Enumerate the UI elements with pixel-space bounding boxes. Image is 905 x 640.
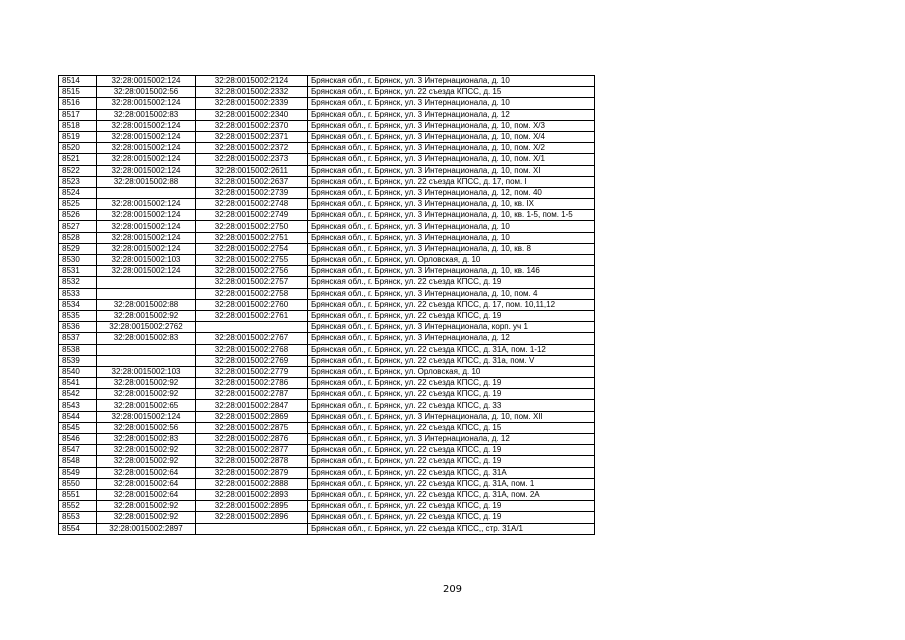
parent-cadastral-number-cell: 32:28:0015002:92 bbox=[97, 445, 196, 456]
table-row bbox=[59, 176, 595, 187]
row-number-cell: 8549 bbox=[59, 467, 97, 478]
row-number-cell: 8546 bbox=[59, 434, 97, 445]
parent-cadastral-number-cell: 32:28:0015002:92 bbox=[97, 501, 196, 512]
table-row bbox=[59, 422, 595, 433]
table-row bbox=[59, 456, 595, 467]
row-number-cell: 8535 bbox=[59, 310, 97, 321]
parent-cadastral-number-cell: 32:28:0015002:92 bbox=[97, 456, 196, 467]
parent-cadastral-number-cell: 32:28:0015002:92 bbox=[97, 512, 196, 523]
address-cell: Брянская обл., г. Брянск, ул. 3 Интернационала, д. 12 bbox=[308, 434, 595, 445]
parent-cadastral-number-cell: 32:28:0015002:103 bbox=[97, 255, 196, 266]
address-cell: Брянская обл., г. Брянск, ул. 3 Интернационала, д. 10 bbox=[308, 232, 595, 243]
table-row bbox=[59, 232, 595, 243]
row-number-cell: 8524 bbox=[59, 187, 97, 198]
parent-cadastral-number-cell bbox=[97, 344, 196, 355]
address-cell: Брянская обл., г. Брянск, ул. 22 съезда КПСС, д. 19 bbox=[308, 310, 595, 321]
cadastral-number-cell: 32:28:0015002:2340 bbox=[196, 109, 308, 120]
table-row bbox=[59, 344, 595, 355]
cadastral-number-cell: 32:28:0015002:2768 bbox=[196, 344, 308, 355]
table-row bbox=[59, 478, 595, 489]
cadastral-number-cell: 32:28:0015002:2757 bbox=[196, 277, 308, 288]
row-number-cell: 8538 bbox=[59, 344, 97, 355]
parent-cadastral-number-cell: 32:28:0015002:56 bbox=[97, 87, 196, 98]
address-cell: Брянская обл., г. Брянск, ул. 22 съезда КПСС, д. 19 bbox=[308, 389, 595, 400]
row-number-cell: 8519 bbox=[59, 131, 97, 142]
row-number-cell: 8532 bbox=[59, 277, 97, 288]
row-number-cell: 8528 bbox=[59, 232, 97, 243]
row-number-cell: 8553 bbox=[59, 512, 97, 523]
row-number-cell: 8518 bbox=[59, 120, 97, 131]
table-row bbox=[59, 523, 595, 534]
parent-cadastral-number-cell: 32:28:0015002:92 bbox=[97, 389, 196, 400]
address-cell: Брянская обл., г. Брянск, ул. 22 съезда КПСС, д. 19 bbox=[308, 277, 595, 288]
address-cell: Брянская обл., г. Брянск, ул. 22 съезда КПСС, д. 31А bbox=[308, 467, 595, 478]
cadastral-number-cell bbox=[196, 322, 308, 333]
address-cell: Брянская обл., г. Брянск, ул. 3 Интернационала, д. 10, пом. Х/2 bbox=[308, 143, 595, 154]
address-cell: Брянская обл., г. Брянск, ул. 3 Интернационала, д. 10, пом. Х/3 bbox=[308, 120, 595, 131]
parent-cadastral-number-cell: 32:28:0015002:124 bbox=[97, 98, 196, 109]
address-cell: Брянская обл., г. Брянск, ул. 3 Интернационала, д. 10, пом. XII bbox=[308, 411, 595, 422]
address-cell: Брянская обл., г. Брянск, ул. Орловская, д. 10 bbox=[308, 255, 595, 266]
cadastral-number-cell: 32:28:0015002:2748 bbox=[196, 199, 308, 210]
row-number-cell: 8537 bbox=[59, 333, 97, 344]
row-number-cell: 8554 bbox=[59, 523, 97, 534]
parent-cadastral-number-cell: 32:28:0015002:103 bbox=[97, 366, 196, 377]
parent-cadastral-number-cell: 32:28:0015002:2897 bbox=[97, 523, 196, 534]
parent-cadastral-number-cell bbox=[97, 277, 196, 288]
cadastral-number-cell: 32:28:0015002:2878 bbox=[196, 456, 308, 467]
address-cell: Брянская обл., г. Брянск, ул. 22 съезда КПСС, д. 15 bbox=[308, 422, 595, 433]
address-cell: Брянская обл., г. Брянск, ул. 3 Интернационала, д. 10, кв. 1-5, пом. 1-5 bbox=[308, 210, 595, 221]
table-row bbox=[59, 378, 595, 389]
parent-cadastral-number-cell: 32:28:0015002:88 bbox=[97, 299, 196, 310]
table-row bbox=[59, 87, 595, 98]
cadastral-number-cell: 32:28:0015002:2761 bbox=[196, 310, 308, 321]
table-row bbox=[59, 445, 595, 456]
cadastral-number-cell: 32:28:0015002:2876 bbox=[196, 434, 308, 445]
cadastral-number-cell: 32:28:0015002:2751 bbox=[196, 232, 308, 243]
cadastral-number-cell: 32:28:0015002:2750 bbox=[196, 221, 308, 232]
parent-cadastral-number-cell: 32:28:0015002:92 bbox=[97, 378, 196, 389]
table-row bbox=[59, 266, 595, 277]
table-row bbox=[59, 366, 595, 377]
parent-cadastral-number-cell: 32:28:0015002:124 bbox=[97, 411, 196, 422]
address-cell: Брянская обл., г. Брянск, ул. 22 съезда КПСС, д. 33 bbox=[308, 400, 595, 411]
address-cell: Брянская обл., г. Брянск, ул. 3 Интернационала, д. 12, пом. 40 bbox=[308, 187, 595, 198]
row-number-cell: 8545 bbox=[59, 422, 97, 433]
cadastral-number-cell: 32:28:0015002:2372 bbox=[196, 143, 308, 154]
cadastral-number-cell: 32:28:0015002:2637 bbox=[196, 176, 308, 187]
table-row bbox=[59, 154, 595, 165]
parent-cadastral-number-cell: 32:28:0015002:56 bbox=[97, 422, 196, 433]
table-row bbox=[59, 467, 595, 478]
parent-cadastral-number-cell: 32:28:0015002:124 bbox=[97, 266, 196, 277]
table-row bbox=[59, 120, 595, 131]
row-number-cell: 8517 bbox=[59, 109, 97, 120]
table-row bbox=[59, 277, 595, 288]
address-cell: Брянская обл., г. Брянск, ул. 3 Интернационала, д. 10, пом. XI bbox=[308, 165, 595, 176]
parent-cadastral-number-cell bbox=[97, 288, 196, 299]
row-number-cell: 8541 bbox=[59, 378, 97, 389]
address-cell: Брянская обл., г. Брянск, ул. 3 Интернационала, д. 10 bbox=[308, 98, 595, 109]
table-row bbox=[59, 489, 595, 500]
cadastral-number-cell: 32:28:0015002:2371 bbox=[196, 131, 308, 142]
parent-cadastral-number-cell bbox=[97, 187, 196, 198]
address-cell: Брянская обл., г. Брянск, ул. 3 Интернационала, д. 10, пом. 4 bbox=[308, 288, 595, 299]
parent-cadastral-number-cell: 32:28:0015002:2762 bbox=[97, 322, 196, 333]
cadastral-number-cell: 32:28:0015002:2339 bbox=[196, 98, 308, 109]
parent-cadastral-number-cell: 32:28:0015002:65 bbox=[97, 400, 196, 411]
address-cell: Брянская обл., г. Брянск, ул. 3 Интернационала, д. 10, кв. 8 bbox=[308, 243, 595, 254]
row-number-cell: 8547 bbox=[59, 445, 97, 456]
table-row bbox=[59, 512, 595, 523]
address-cell: Брянская обл., г. Брянск, ул. 3 Интернационала, д. 12 bbox=[308, 333, 595, 344]
address-cell: Брянская обл., г. Брянск, ул. 22 съезда КПСС, д. 15 bbox=[308, 87, 595, 98]
cadastral-number-cell: 32:28:0015002:2869 bbox=[196, 411, 308, 422]
cadastral-number-cell: 32:28:0015002:2755 bbox=[196, 255, 308, 266]
cadastral-number-cell: 32:28:0015002:2124 bbox=[196, 76, 308, 87]
address-cell: Брянская обл., г. Брянск, ул. 3 Интернационала, д. 10 bbox=[308, 221, 595, 232]
table-row bbox=[59, 243, 595, 254]
table-row bbox=[59, 501, 595, 512]
cadastral-number-cell: 32:28:0015002:2879 bbox=[196, 467, 308, 478]
row-number-cell: 8522 bbox=[59, 165, 97, 176]
address-cell: Брянская обл., г. Брянск, ул. 22 съезда КПСС, д. 17, пом. 10,11,12 bbox=[308, 299, 595, 310]
address-cell: Брянская обл., г. Брянск, ул. 22 съезда КПСС, д. 31а, пом. V bbox=[308, 355, 595, 366]
parent-cadastral-number-cell: 32:28:0015002:83 bbox=[97, 109, 196, 120]
parent-cadastral-number-cell: 32:28:0015002:64 bbox=[97, 478, 196, 489]
row-number-cell: 8540 bbox=[59, 366, 97, 377]
cadastral-number-cell: 32:28:0015002:2877 bbox=[196, 445, 308, 456]
row-number-cell: 8551 bbox=[59, 489, 97, 500]
table-row bbox=[59, 434, 595, 445]
cadastral-number-cell: 32:28:0015002:2611 bbox=[196, 165, 308, 176]
parent-cadastral-number-cell: 32:28:0015002:124 bbox=[97, 232, 196, 243]
row-number-cell: 8530 bbox=[59, 255, 97, 266]
table-row bbox=[59, 221, 595, 232]
parent-cadastral-number-cell: 32:28:0015002:88 bbox=[97, 176, 196, 187]
parent-cadastral-number-cell: 32:28:0015002:124 bbox=[97, 154, 196, 165]
parent-cadastral-number-cell: 32:28:0015002:64 bbox=[97, 489, 196, 500]
table-row bbox=[59, 400, 595, 411]
row-number-cell: 8550 bbox=[59, 478, 97, 489]
parent-cadastral-number-cell: 32:28:0015002:124 bbox=[97, 210, 196, 221]
address-cell: Брянская обл., г. Брянск, ул. 3 Интернационала, д. 10, пом. Х/1 bbox=[308, 154, 595, 165]
cadastral-number-cell: 32:28:0015002:2749 bbox=[196, 210, 308, 221]
address-cell: Брянская обл., г. Брянск, ул. 22 съезда КПСС, д. 19 bbox=[308, 445, 595, 456]
row-number-cell: 8543 bbox=[59, 400, 97, 411]
cadastral-number-cell: 32:28:0015002:2893 bbox=[196, 489, 308, 500]
cadastral-number-cell: 32:28:0015002:2779 bbox=[196, 366, 308, 377]
row-number-cell: 8520 bbox=[59, 143, 97, 154]
parent-cadastral-number-cell: 32:28:0015002:124 bbox=[97, 221, 196, 232]
row-number-cell: 8516 bbox=[59, 98, 97, 109]
cadastral-number-cell: 32:28:0015002:2739 bbox=[196, 187, 308, 198]
parent-cadastral-number-cell: 32:28:0015002:92 bbox=[97, 310, 196, 321]
address-cell: Брянская обл., г. Брянск, ул. 22 съезда КПСС,, стр. 31А/1 bbox=[308, 523, 595, 534]
cadastral-number-cell: 32:28:0015002:2787 bbox=[196, 389, 308, 400]
address-cell: Брянская обл., г. Брянск, ул. 22 съезда КПСС, д. 19 bbox=[308, 456, 595, 467]
cadastral-number-cell: 32:28:0015002:2758 bbox=[196, 288, 308, 299]
cadastral-number-cell: 32:28:0015002:2332 bbox=[196, 87, 308, 98]
table-row bbox=[59, 389, 595, 400]
table-row bbox=[59, 299, 595, 310]
row-number-cell: 8552 bbox=[59, 501, 97, 512]
row-number-cell: 8515 bbox=[59, 87, 97, 98]
row-number-cell: 8525 bbox=[59, 199, 97, 210]
cadastral-number-cell: 32:28:0015002:2760 bbox=[196, 299, 308, 310]
row-number-cell: 8539 bbox=[59, 355, 97, 366]
table-row bbox=[59, 322, 595, 333]
row-number-cell: 8533 bbox=[59, 288, 97, 299]
row-number-cell: 8548 bbox=[59, 456, 97, 467]
address-cell: Брянская обл., г. Брянск, ул. 22 съезда КПСС, д. 31А, пом. 1 bbox=[308, 478, 595, 489]
address-cell: Брянская обл., г. Брянск, ул. 3 Интернационала, д. 10, пом. Х/4 bbox=[308, 131, 595, 142]
cadastral-number-cell: 32:28:0015002:2373 bbox=[196, 154, 308, 165]
table-row bbox=[59, 199, 595, 210]
table-row bbox=[59, 165, 595, 176]
registry-table bbox=[58, 75, 595, 535]
parent-cadastral-number-cell: 32:28:0015002:124 bbox=[97, 143, 196, 154]
address-cell: Брянская обл., г. Брянск, ул. 3 Интернационала, д. 10 bbox=[308, 76, 595, 87]
cadastral-number-cell: 32:28:0015002:2769 bbox=[196, 355, 308, 366]
table-row bbox=[59, 98, 595, 109]
cadastral-number-cell: 32:28:0015002:2875 bbox=[196, 422, 308, 433]
table-row bbox=[59, 255, 595, 266]
cadastral-number-cell: 32:28:0015002:2888 bbox=[196, 478, 308, 489]
table-row bbox=[59, 131, 595, 142]
cadastral-number-cell bbox=[196, 523, 308, 534]
cadastral-number-cell: 32:28:0015002:2754 bbox=[196, 243, 308, 254]
cadastral-number-cell: 32:28:0015002:2756 bbox=[196, 266, 308, 277]
cadastral-number-cell: 32:28:0015002:2847 bbox=[196, 400, 308, 411]
row-number-cell: 8527 bbox=[59, 221, 97, 232]
parent-cadastral-number-cell: 32:28:0015002:124 bbox=[97, 76, 196, 87]
cadastral-number-cell: 32:28:0015002:2896 bbox=[196, 512, 308, 523]
cadastral-number-cell: 32:28:0015002:2370 bbox=[196, 120, 308, 131]
page-number: 209 bbox=[442, 584, 463, 595]
table-row bbox=[59, 288, 595, 299]
row-number-cell: 8514 bbox=[59, 76, 97, 87]
table-row bbox=[59, 109, 595, 120]
address-cell: Брянская обл., г. Брянск, ул. 22 съезда КПСС, д. 31А, пом. 2А bbox=[308, 489, 595, 500]
table-row bbox=[59, 333, 595, 344]
row-number-cell: 8534 bbox=[59, 299, 97, 310]
table-row bbox=[59, 143, 595, 154]
parent-cadastral-number-cell: 32:28:0015002:124 bbox=[97, 243, 196, 254]
cadastral-number-cell: 32:28:0015002:2895 bbox=[196, 501, 308, 512]
parent-cadastral-number-cell: 32:28:0015002:83 bbox=[97, 434, 196, 445]
address-cell: Брянская обл., г. Брянск, ул. 3 Интернационала, д. 10, кв. 146 bbox=[308, 266, 595, 277]
row-number-cell: 8521 bbox=[59, 154, 97, 165]
table-row bbox=[59, 411, 595, 422]
address-cell: Брянская обл., г. Брянск, ул. Орловская, д. 10 bbox=[308, 366, 595, 377]
row-number-cell: 8542 bbox=[59, 389, 97, 400]
row-number-cell: 8536 bbox=[59, 322, 97, 333]
address-cell: Брянская обл., г. Брянск, ул. 22 съезда КПСС, д. 19 bbox=[308, 512, 595, 523]
address-cell: Брянская обл., г. Брянск, ул. 3 Интернационала, д. 12 bbox=[308, 109, 595, 120]
address-cell: Брянская обл., г. Брянск, ул. 3 Интернационала, д. 10, кв. IX bbox=[308, 199, 595, 210]
cadastral-number-cell: 32:28:0015002:2767 bbox=[196, 333, 308, 344]
row-number-cell: 8529 bbox=[59, 243, 97, 254]
address-cell: Брянская обл., г. Брянск, ул. 3 Интернационала, корп. уч 1 bbox=[308, 322, 595, 333]
cadastral-number-cell: 32:28:0015002:2786 bbox=[196, 378, 308, 389]
parent-cadastral-number-cell: 32:28:0015002:124 bbox=[97, 131, 196, 142]
address-cell: Брянская обл., г. Брянск, ул. 22 съезда КПСС, д. 31А, пом. 1-12 bbox=[308, 344, 595, 355]
row-number-cell: 8544 bbox=[59, 411, 97, 422]
parent-cadastral-number-cell: 32:28:0015002:124 bbox=[97, 120, 196, 131]
address-cell: Брянская обл., г. Брянск, ул. 22 съезда КПСС, д. 19 bbox=[308, 378, 595, 389]
row-number-cell: 8531 bbox=[59, 266, 97, 277]
address-cell: Брянская обл., г. Брянск, ул. 22 съезда КПСС, д. 17, пом. I bbox=[308, 176, 595, 187]
address-cell: Брянская обл., г. Брянск, ул. 22 съезда КПСС, д. 19 bbox=[308, 501, 595, 512]
parent-cadastral-number-cell: 32:28:0015002:64 bbox=[97, 467, 196, 478]
table-row bbox=[59, 210, 595, 221]
table-row bbox=[59, 76, 595, 87]
parent-cadastral-number-cell: 32:28:0015002:124 bbox=[97, 199, 196, 210]
table-row bbox=[59, 187, 595, 198]
registry-table-body bbox=[59, 76, 595, 535]
row-number-cell: 8526 bbox=[59, 210, 97, 221]
parent-cadastral-number-cell: 32:28:0015002:83 bbox=[97, 333, 196, 344]
table-row bbox=[59, 310, 595, 321]
parent-cadastral-number-cell: 32:28:0015002:124 bbox=[97, 165, 196, 176]
table-row bbox=[59, 355, 595, 366]
row-number-cell: 8523 bbox=[59, 176, 97, 187]
parent-cadastral-number-cell bbox=[97, 355, 196, 366]
